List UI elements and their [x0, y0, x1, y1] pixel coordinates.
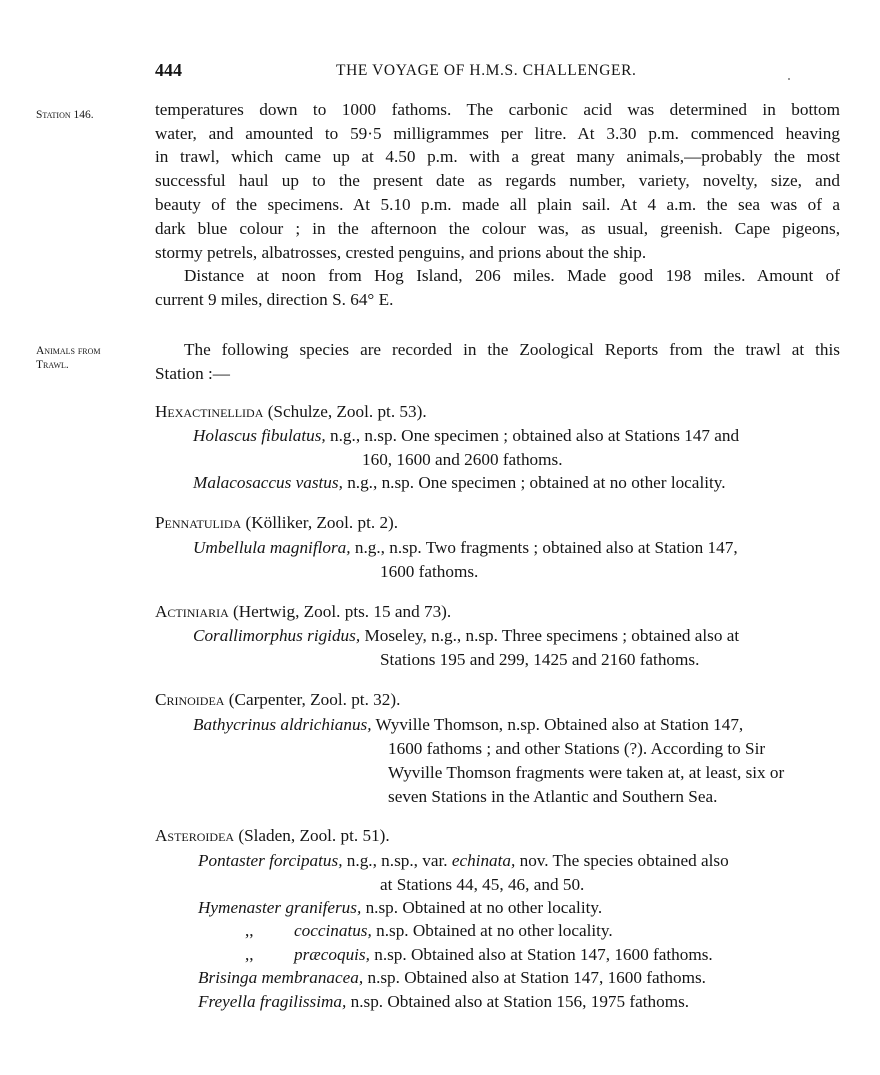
narrative-line: successful haul up to the present date as regards number, variety, novelty, size, and: [155, 171, 840, 190]
species-entry-continuation: 1600 fathoms.: [380, 562, 479, 581]
species-entry-continuation: Stations 195 and 299, 1425 and 2160 fathoms.: [380, 650, 700, 669]
species-entry-continuation: 160, 1600 and 2600 fathoms.: [362, 450, 563, 469]
narrative-line: water, and amounted to 59·5 milligrammes per litre. At 3.30 p.m. commenced heaving: [155, 124, 840, 143]
species-entry-umbellula: Umbellula magniflora, n.g., n.sp. Two fragments ; obtained also at Station 147,: [193, 538, 738, 557]
species-entry-corallimorphus: Corallimorphus rigidus, Moseley, n.g., n.sp. Three specimens ; obtained also at: [193, 626, 740, 645]
ditto-mark: ,,: [245, 945, 254, 964]
species-entry-pontaster: Pontaster forcipatus, n.g., n.sp., var. echinata, nov. The species obtained also: [198, 851, 729, 870]
narrative-line: in trawl, which came up at 4.50 p.m. with a great many animals,—probably the most: [155, 147, 840, 166]
species-entry-holascus: Holascus fibulatus, n.g., n.sp. One specimen ; obtained also at Stations 147 and: [193, 426, 740, 445]
page-number: 444: [155, 60, 182, 80]
margin-note-station: Station 146.: [36, 109, 94, 121]
species-entry-malacosaccus: Malacosaccus vastus, n.g., n.sp. One specimen ; obtained at no other locality.: [193, 473, 726, 492]
narrative-line: current 9 miles, direction S. 64° E.: [155, 290, 394, 309]
species-entry-continuation: seven Stations in the Atlantic and Southern Sea.: [388, 787, 718, 806]
narrative-line: stormy petrels, albatrosses, crested penguins, and prions about the ship.: [155, 243, 647, 262]
group-heading-actiniaria: Actiniaria (Hertwig, Zool. pts. 15 and 73).: [155, 602, 452, 621]
species-entry-freyella: Freyella fragilissima, n.sp. Obtained also at Station 156, 1975 fathoms.: [198, 992, 690, 1011]
narrative-line: temperatures down to 1000 fathoms. The carbonic acid was determined in bottom: [155, 100, 840, 119]
intro-line: The following species are recorded in the Zoological Reports from the trawl at this: [184, 340, 840, 359]
group-heading-hexactinellida: Hexactinellida (Schulze, Zool. pt. 53).: [155, 402, 427, 421]
species-entry-hymenaster: Hymenaster graniferus, n.sp. Obtained at no other locality.: [198, 898, 603, 917]
intro-line: Station :—: [155, 364, 230, 383]
narrative-line: Distance at noon from Hog Island, 206 miles. Made good 198 miles. Amount of: [184, 266, 840, 285]
narrative-line: beauty of the specimens. At 5.10 p.m. made all plain sail. At 4 a.m. the sea was of a: [155, 195, 840, 214]
species-entry-brisinga: Brisinga membranacea, n.sp. Obtained also at Station 147, 1600 fathoms.: [198, 968, 706, 987]
species-entry-continuation: at Stations 44, 45, 46, and 50.: [380, 875, 585, 894]
species-entry-continuation: Wyville Thomson fragments were taken at, at least, six or: [388, 763, 785, 782]
margin-note-animals: Animals from: [36, 345, 101, 357]
group-heading-crinoidea: Crinoidea (Carpenter, Zool. pt. 32).: [155, 690, 401, 709]
running-title: THE VOYAGE OF H.M.S. CHALLENGER.: [336, 62, 637, 79]
species-entry-continuation: 1600 fathoms ; and other Stations (?). According to Sir: [388, 739, 766, 758]
print-speck: [788, 78, 790, 80]
species-entry-praecoquis: præcoquis, n.sp. Obtained also at Station 147, 1600 fathoms.: [294, 945, 713, 964]
species-entry-coccinatus: coccinatus, n.sp. Obtained at no other locality.: [294, 921, 613, 940]
narrative-line: dark blue colour ; in the afternoon the colour was, as usual, greenish. Cape pigeons,: [155, 219, 840, 238]
species-entry-bathycrinus: Bathycrinus aldrichianus, Wyville Thomson, n.sp. Obtained also at Station 147,: [193, 715, 744, 734]
group-heading-asteroidea: Asteroidea (Sladen, Zool. pt. 51).: [155, 826, 390, 845]
margin-note-trawl: Trawl.: [36, 359, 69, 371]
group-heading-pennatulida: Pennatulida (Kölliker, Zool. pt. 2).: [155, 513, 399, 532]
ditto-mark: ,,: [245, 921, 254, 940]
